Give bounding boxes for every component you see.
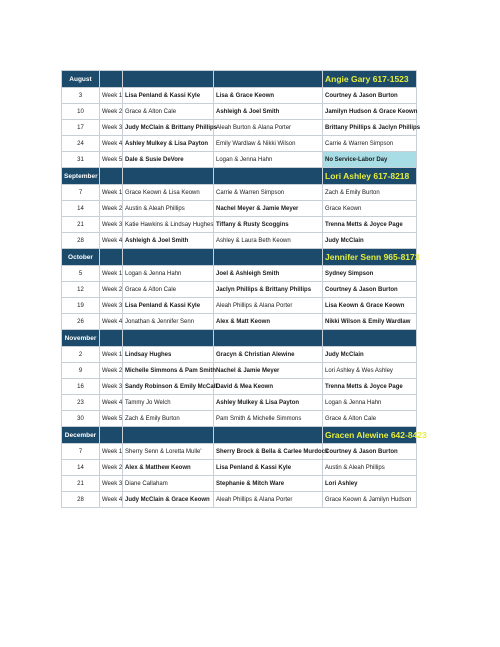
nursery-team-c: Carrie & Warren Simpson bbox=[323, 136, 417, 152]
nursery-team-c: Courtney & Jason Burton bbox=[323, 282, 417, 298]
nursery-team-a: Logan & Jenna Hahn bbox=[123, 266, 214, 282]
week-number: Week 1 bbox=[100, 266, 123, 282]
week-number: Week 4 bbox=[100, 395, 123, 411]
nursery-team-c: Jamilyn Hudson & Grace Keown bbox=[323, 104, 417, 120]
nursery-team-b: Joel & Ashleigh Smith bbox=[214, 266, 323, 282]
nursery-team-a: Ashley Mulkey & Lisa Payton bbox=[123, 136, 214, 152]
nursery-team-a: Michelle Simmons & Pam Smith bbox=[123, 363, 214, 379]
nursery-team-c: Lisa Keown & Grace Keown bbox=[323, 298, 417, 314]
nursery-team-c: Nikki Wilson & Emily Wardlaw bbox=[323, 314, 417, 330]
week-number: Week 1 bbox=[100, 444, 123, 460]
nursery-team-b: Lisa Penland & Kassi Kyle bbox=[214, 460, 323, 476]
service-date: 7 bbox=[62, 185, 100, 201]
month-name: December bbox=[62, 427, 100, 444]
header-spacer bbox=[100, 71, 123, 88]
nursery-team-c: Trenna Metts & Joyce Page bbox=[323, 379, 417, 395]
nursery-team-c: Courtney & Jason Burton bbox=[323, 88, 417, 104]
header-spacer bbox=[100, 330, 123, 347]
week-number: Week 3 bbox=[100, 379, 123, 395]
schedule-row bbox=[62, 217, 417, 233]
nursery-team-b: Alex & Matt Keown bbox=[214, 314, 323, 330]
schedule-row bbox=[62, 460, 417, 476]
week-number: Week 3 bbox=[100, 120, 123, 136]
month-header-row bbox=[62, 71, 417, 88]
week-number: Week 1 bbox=[100, 88, 123, 104]
service-date: 2 bbox=[62, 347, 100, 363]
schedule-row bbox=[62, 347, 417, 363]
service-date: 24 bbox=[62, 136, 100, 152]
week-number: Week 4 bbox=[100, 492, 123, 508]
month-leader-contact bbox=[323, 330, 417, 347]
nursery-team-a: Grace Keown & Lisa Keown bbox=[123, 185, 214, 201]
schedule-row bbox=[62, 104, 417, 120]
nursery-team-c: Judy McClain bbox=[323, 347, 417, 363]
month-header-row bbox=[62, 249, 417, 266]
service-date: 7 bbox=[62, 444, 100, 460]
nursery-team-b: Aleah Burton & Alana Porter bbox=[214, 120, 323, 136]
week-number: Week 4 bbox=[100, 136, 123, 152]
service-date: 14 bbox=[62, 460, 100, 476]
nursery-team-a: Grace & Alton Cale bbox=[123, 282, 214, 298]
month-name: August bbox=[62, 71, 100, 88]
nursery-team-a: Judy McClain & Grace Keown bbox=[123, 492, 214, 508]
nursery-team-b: Emily Wardlaw & Nikki Wilson bbox=[214, 136, 323, 152]
month-name: September bbox=[62, 168, 100, 185]
nursery-team-c: No Service-Labor Day bbox=[323, 152, 417, 168]
header-spacer bbox=[123, 249, 214, 266]
week-number: Week 4 bbox=[100, 233, 123, 249]
nursery-team-c: Trenna Metts & Joyce Page bbox=[323, 217, 417, 233]
nursery-team-b: Aleah Phillips & Alana Porter bbox=[214, 492, 323, 508]
nursery-team-a: Judy McClain & Brittany Phillips bbox=[123, 120, 214, 136]
header-spacer bbox=[100, 427, 123, 444]
nursery-team-b: Nachel & Jamie Meyer bbox=[214, 363, 323, 379]
schedule-row bbox=[62, 411, 417, 427]
nursery-team-b: Tiffany & Rusty Scoggins bbox=[214, 217, 323, 233]
schedule-row bbox=[62, 88, 417, 104]
header-spacer bbox=[100, 168, 123, 185]
service-date: 10 bbox=[62, 104, 100, 120]
month-leader-contact: Jennifer Senn 965-8173 bbox=[323, 249, 417, 266]
nursery-team-c: Grace Keown & Jamilyn Hudson bbox=[323, 492, 417, 508]
header-spacer bbox=[123, 71, 214, 88]
schedule-body bbox=[62, 71, 427, 508]
nursery-team-b: Jaclyn Phillips & Brittany Phillips bbox=[214, 282, 323, 298]
schedule-row bbox=[62, 282, 417, 298]
month-header-row bbox=[62, 168, 417, 185]
nursery-team-a: Sherry Senn & Loretta Mulle' bbox=[123, 444, 214, 460]
nursery-team-a: Jonathan & Jennifer Senn bbox=[123, 314, 214, 330]
month-name: October bbox=[62, 249, 100, 266]
service-date: 23 bbox=[62, 395, 100, 411]
week-number: Week 2 bbox=[100, 104, 123, 120]
nursery-team-c: Brittany Phillips & Jaclyn Phillips bbox=[323, 120, 417, 136]
week-number: Week 2 bbox=[100, 282, 123, 298]
nursery-team-c: Judy McClain bbox=[323, 233, 417, 249]
nursery-team-b: Stephanie & Mitch Ware bbox=[214, 476, 323, 492]
header-spacer bbox=[123, 330, 214, 347]
header-spacer bbox=[100, 249, 123, 266]
header-spacer bbox=[123, 168, 214, 185]
nursery-team-c: Logan & Jenna Hahn bbox=[323, 395, 417, 411]
schedule-row bbox=[62, 395, 417, 411]
nursery-team-b: Gracyn & Christian Alewine bbox=[214, 347, 323, 363]
week-number: Week 2 bbox=[100, 460, 123, 476]
nursery-team-a: Lisa Penland & Kassi Kyle bbox=[123, 88, 214, 104]
service-date: 17 bbox=[62, 120, 100, 136]
week-number: Week 5 bbox=[100, 411, 123, 427]
header-spacer bbox=[214, 249, 323, 266]
header-spacer bbox=[214, 168, 323, 185]
month-name: November bbox=[62, 330, 100, 347]
schedule-row bbox=[62, 136, 417, 152]
week-number: Week 5 bbox=[100, 152, 123, 168]
nursery-team-c: Lori Ashley bbox=[323, 476, 417, 492]
nursery-team-c: Austin & Aleah Phillips bbox=[323, 460, 417, 476]
service-date: 5 bbox=[62, 266, 100, 282]
week-number: Week 1 bbox=[100, 347, 123, 363]
nursery-team-a: Tammy Jo Welch bbox=[123, 395, 214, 411]
nursery-team-c: Zach & Emily Burton bbox=[323, 185, 417, 201]
week-number: Week 4 bbox=[100, 314, 123, 330]
schedule-row bbox=[62, 201, 417, 217]
week-number: Week 3 bbox=[100, 476, 123, 492]
nursery-team-b: Sherry Brock & Bella & Carlee Murdock bbox=[214, 444, 323, 460]
schedule-row bbox=[62, 314, 417, 330]
month-leader-contact: Lori Ashley 617-8218 bbox=[323, 168, 417, 185]
nursery-team-b: Ashley & Laura Beth Keown bbox=[214, 233, 323, 249]
month-leader-contact: Gracen Alewine 642-8423 bbox=[323, 427, 417, 444]
nursery-team-b: Lisa & Grace Keown bbox=[214, 88, 323, 104]
nursery-team-a: Diane Callaham bbox=[123, 476, 214, 492]
service-date: 28 bbox=[62, 233, 100, 249]
schedule-row bbox=[62, 298, 417, 314]
nursery-team-c: Courtney & Jason Burton bbox=[323, 444, 417, 460]
schedule-row bbox=[62, 379, 417, 395]
schedule-row bbox=[62, 185, 417, 201]
month-leader-contact: Angie Gary 617-1523 bbox=[323, 71, 417, 88]
nursery-schedule-table bbox=[61, 70, 427, 508]
nursery-team-a: Austin & Aleah Phillips bbox=[123, 201, 214, 217]
service-date: 28 bbox=[62, 492, 100, 508]
service-date: 3 bbox=[62, 88, 100, 104]
service-date: 21 bbox=[62, 217, 100, 233]
schedule-row bbox=[62, 152, 417, 168]
nursery-team-c: Grace & Alton Cale bbox=[323, 411, 417, 427]
nursery-team-b: Logan & Jenna Hahn bbox=[214, 152, 323, 168]
schedule-row bbox=[62, 444, 417, 460]
week-number: Week 1 bbox=[100, 185, 123, 201]
nursery-team-a: Alex & Matthew Keown bbox=[123, 460, 214, 476]
week-number: Week 2 bbox=[100, 363, 123, 379]
week-number: Week 3 bbox=[100, 298, 123, 314]
service-date: 26 bbox=[62, 314, 100, 330]
service-date: 30 bbox=[62, 411, 100, 427]
service-date: 9 bbox=[62, 363, 100, 379]
nursery-team-b: Pam Smith & Michelle Simmons bbox=[214, 411, 323, 427]
nursery-team-b: David & Mea Keown bbox=[214, 379, 323, 395]
nursery-team-a: Ashleigh & Joel Smith bbox=[123, 233, 214, 249]
schedule-row bbox=[62, 120, 417, 136]
header-spacer bbox=[123, 427, 214, 444]
nursery-team-a: Katie Hawkins & Lindsay Hughes bbox=[123, 217, 214, 233]
nursery-team-a: Lindsay Hughes bbox=[123, 347, 214, 363]
nursery-team-b: Aleah Phillips & Alana Porter bbox=[214, 298, 323, 314]
nursery-team-c: Lori Ashley & Wes Ashley bbox=[323, 363, 417, 379]
nursery-team-a: Lisa Penland & Kassi Kyle bbox=[123, 298, 214, 314]
nursery-team-b: Ashley Mulkey & Lisa Payton bbox=[214, 395, 323, 411]
service-date: 31 bbox=[62, 152, 100, 168]
nursery-team-b: Ashleigh & Joel Smith bbox=[214, 104, 323, 120]
schedule-row bbox=[62, 476, 417, 492]
header-spacer bbox=[214, 427, 323, 444]
week-number: Week 2 bbox=[100, 201, 123, 217]
month-header-row bbox=[62, 330, 417, 347]
schedule-row bbox=[62, 492, 417, 508]
nursery-team-b: Carrie & Warren Simpson bbox=[214, 185, 323, 201]
month-header-row bbox=[62, 427, 417, 444]
nursery-team-c: Sydney Simpson bbox=[323, 266, 417, 282]
nursery-team-c: Grace Keown bbox=[323, 201, 417, 217]
week-number: Week 3 bbox=[100, 217, 123, 233]
service-date: 12 bbox=[62, 282, 100, 298]
nursery-team-a: Sandy Robinson & Emily McCall bbox=[123, 379, 214, 395]
service-date: 16 bbox=[62, 379, 100, 395]
schedule-row bbox=[62, 233, 417, 249]
schedule-row bbox=[62, 363, 417, 379]
schedule-row bbox=[62, 266, 417, 282]
header-spacer bbox=[214, 71, 323, 88]
nursery-team-a: Zach & Emily Burton bbox=[123, 411, 214, 427]
header-spacer bbox=[214, 330, 323, 347]
service-date: 19 bbox=[62, 298, 100, 314]
service-date: 14 bbox=[62, 201, 100, 217]
service-date: 21 bbox=[62, 476, 100, 492]
nursery-team-a: Dale & Susie DeVore bbox=[123, 152, 214, 168]
nursery-team-b: Nachel Meyer & Jamie Meyer bbox=[214, 201, 323, 217]
nursery-team-a: Grace & Alton Cale bbox=[123, 104, 214, 120]
